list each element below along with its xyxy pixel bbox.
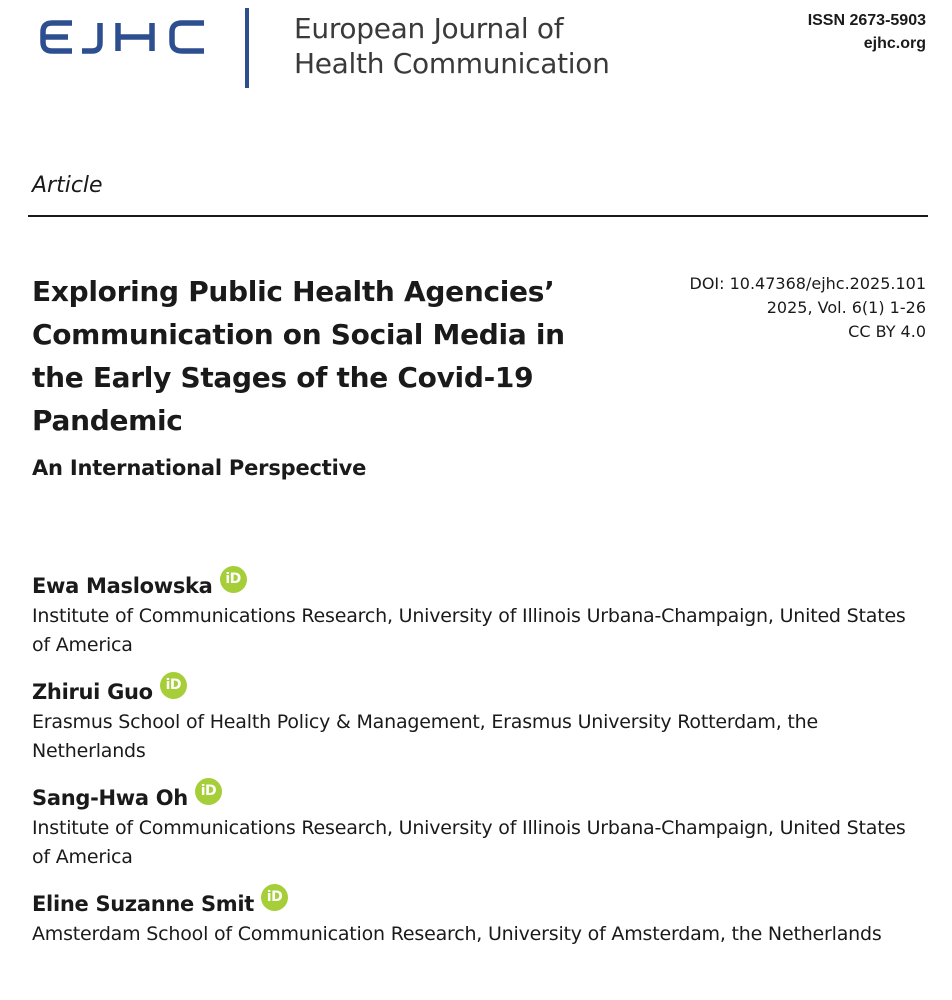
author-name: Zhirui Guo: [32, 680, 153, 704]
author-entry: [32, 782, 932, 872]
author-name-row: [32, 570, 932, 602]
author-affiliation: Erasmus School of Health Policy & Management, Erasmus University Rotterdam, the Netherlands: [32, 711, 818, 762]
journal-website-link[interactable]: ejhc.org: [863, 35, 926, 52]
journal-name-line-1: European Journal of: [294, 12, 564, 45]
article-meta: [690, 272, 927, 344]
orcid-icon[interactable]: iD: [160, 672, 187, 699]
author-name: Sang-Hwa Oh: [32, 786, 188, 810]
header-rule: [28, 215, 928, 217]
author-affiliation: Institute of Communications Research, University of Illinois Urbana-Champaign, United States of America: [32, 605, 906, 656]
article-type-label: Article: [32, 173, 103, 198]
license-link[interactable]: CC BY 4.0: [848, 322, 926, 341]
author-name-row: [32, 782, 932, 814]
author-affiliation: Amsterdam School of Communication Research, University of Amsterdam, the Netherlands: [32, 923, 882, 945]
orcid-icon[interactable]: iD: [220, 566, 247, 593]
author-entry: [32, 570, 932, 660]
author-name: Eline Suzanne Smit: [32, 892, 255, 916]
journal-logo: [38, 12, 208, 62]
volume-info: 2025, Vol. 6(1) 1-26: [766, 298, 926, 317]
author-name-row: [32, 888, 932, 920]
author-name-row: [32, 676, 932, 708]
issn: ISSN 2673-5903: [807, 12, 926, 29]
author-affiliation: Institute of Communications Research, University of Illinois Urbana-Champaign, United States of America: [32, 817, 906, 868]
journal-name-line-2: Health Communication: [294, 47, 610, 80]
logo-divider: [245, 8, 249, 88]
doi-link[interactable]: DOI: 10.47368/ejhc.2025.101: [689, 274, 926, 293]
article-subtitle: An International Perspective: [32, 456, 367, 480]
author-entry: [32, 676, 932, 766]
orcid-icon[interactable]: iD: [195, 778, 222, 805]
author-name: Ewa Maslowska: [32, 574, 213, 598]
issn-block: [808, 9, 926, 55]
author-list: [32, 570, 932, 965]
article-title: Exploring Public Health Agencies’ Communication on Social Media in the Early Stages of the Covid-19 Pandemic: [32, 275, 565, 437]
author-entry: [32, 888, 932, 949]
journal-name: [294, 11, 610, 81]
orcid-icon[interactable]: iD: [261, 884, 288, 911]
ejhc-logo-icon: [38, 12, 208, 62]
